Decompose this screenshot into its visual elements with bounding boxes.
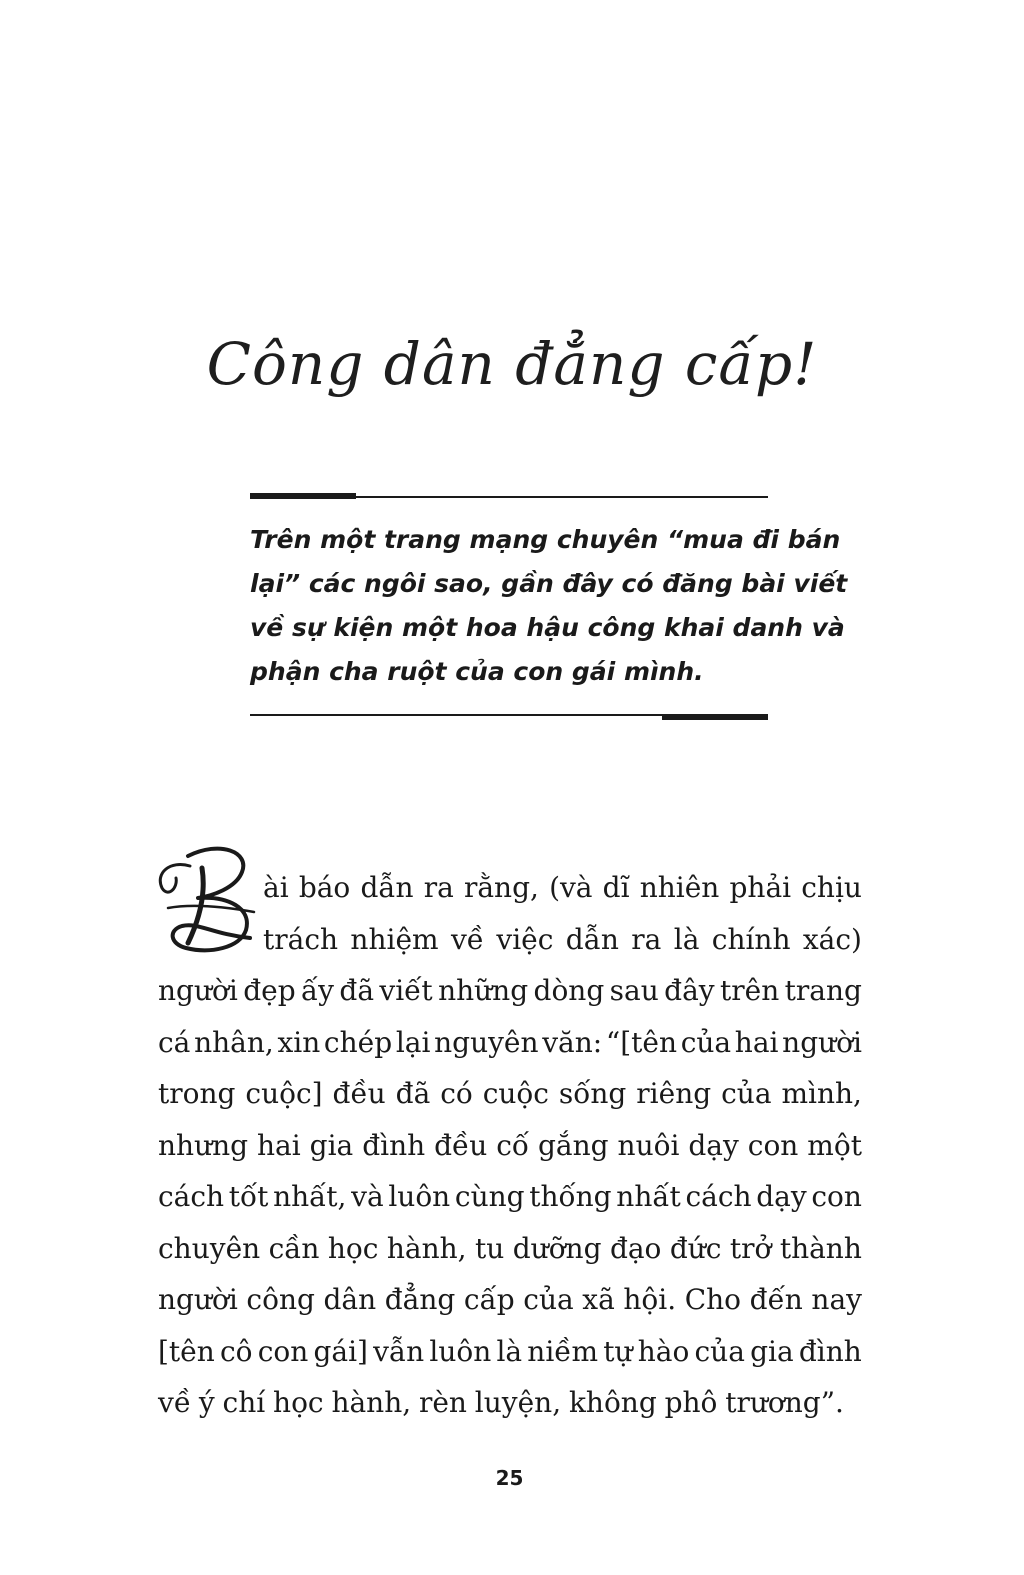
body-word: hành,: [331, 1386, 412, 1419]
body-word: con: [257, 1334, 309, 1368]
body-word: là: [673, 922, 700, 956]
body-word: luôn: [388, 1180, 451, 1213]
page-number: 25: [495, 1466, 524, 1490]
body-word: [tên: [158, 1334, 215, 1368]
body-word: hành,: [386, 1231, 467, 1265]
body-word: nay: [811, 1283, 862, 1316]
rule-bottom-accent: [662, 714, 768, 720]
body-word: hào: [637, 1334, 690, 1368]
body-word: đều: [434, 1128, 488, 1162]
body-word: tu: [475, 1231, 505, 1265]
body-word: văn:: [542, 1025, 603, 1059]
body-word: của: [523, 1283, 574, 1316]
body-word: nhất: [616, 1180, 681, 1213]
body-word: luôn: [429, 1334, 492, 1368]
body-word: con: [811, 1180, 862, 1213]
body-word: nhiệm: [350, 922, 439, 956]
body-word: lại: [395, 1025, 431, 1059]
body-word: chép: [323, 1025, 393, 1059]
body-word: ra: [631, 922, 662, 956]
body-word: trong: [158, 1077, 236, 1110]
body-word: dẫn: [360, 871, 414, 904]
body-word: là: [496, 1334, 523, 1368]
body-word: cấp: [463, 1283, 515, 1316]
intro-block: [250, 518, 848, 694]
body-word: gia: [309, 1128, 354, 1162]
body-word: gái]: [313, 1334, 368, 1368]
body-word: báo: [298, 871, 351, 904]
body-word: và: [351, 1180, 384, 1213]
body-word: ấy: [301, 974, 334, 1007]
body-line: [158, 1274, 862, 1326]
body-word: viết: [379, 974, 433, 1007]
body-word: thống: [529, 1180, 612, 1213]
body-word: của: [694, 1334, 745, 1368]
body-word: dẫn: [565, 922, 619, 956]
chapter-title: Công dân đẳng cấp!: [206, 330, 818, 398]
body-word: đẳng: [384, 1283, 456, 1316]
body-word: dòng: [533, 974, 605, 1007]
body-word: về: [158, 1386, 192, 1419]
body-word: (và: [549, 871, 593, 904]
body-word: đây: [664, 974, 715, 1007]
body-word: ra: [423, 871, 454, 904]
intro-line: về sự kiện một hoa hậu công khai danh và: [250, 613, 845, 642]
body-word: nuôi: [617, 1128, 680, 1162]
body-word: cô: [219, 1334, 253, 1368]
body-word: về: [450, 922, 484, 956]
body-line: [158, 1068, 862, 1120]
body-word: ý: [198, 1386, 215, 1419]
body-word: chuyên: [158, 1231, 261, 1265]
body-line: [158, 1017, 862, 1069]
body-line: [158, 1120, 862, 1172]
body-line: [158, 1377, 862, 1429]
rule-top-accent: [250, 493, 356, 499]
body-word: trên: [719, 974, 780, 1007]
body-word: cố: [496, 1128, 530, 1162]
body-word: xã: [582, 1283, 615, 1316]
body-word: sống: [558, 1077, 627, 1110]
body-word: con: [747, 1128, 799, 1162]
body-word: xác): [802, 922, 862, 956]
body-word: của: [680, 1025, 732, 1059]
body-word: trở: [729, 1231, 772, 1265]
body-word: hai: [257, 1128, 301, 1162]
intro-line: lại” các ngôi sao, gần đây có đăng bài viết: [250, 569, 848, 598]
body-word: xin: [277, 1025, 321, 1059]
body-word: dạy: [756, 1180, 807, 1213]
body-word: người: [158, 1283, 238, 1316]
body-word: nhiên: [639, 871, 720, 904]
body-word: rèn: [418, 1386, 467, 1419]
body-word: những: [438, 974, 529, 1007]
body-word: dân: [323, 1283, 377, 1316]
body-text: [158, 862, 862, 1429]
body-word: chính: [711, 922, 791, 956]
body-word: nhân,: [194, 1025, 274, 1059]
body-word: cuộc: [482, 1077, 549, 1110]
body-word: cuộc]: [245, 1077, 323, 1110]
body-word: trương”.: [725, 1386, 844, 1419]
body-word: người: [782, 1025, 862, 1059]
body-word: người: [158, 974, 238, 1007]
intro-line: phận cha ruột của con gái mình.: [250, 657, 704, 686]
body-word: đã: [339, 974, 375, 1007]
body-word: sau: [609, 974, 659, 1007]
body-word: đến: [749, 1283, 803, 1316]
body-word: công: [246, 1283, 315, 1316]
body-word: cách: [158, 1180, 225, 1213]
body-word: đức: [669, 1231, 722, 1265]
body-word: phải: [729, 871, 792, 904]
body-word: một: [807, 1128, 862, 1162]
body-word: thành: [779, 1231, 862, 1265]
body-word: rằng,: [463, 871, 539, 904]
body-word: của: [721, 1077, 772, 1110]
body-word: cách: [685, 1180, 752, 1213]
body-word: đạo: [609, 1231, 662, 1265]
body-word: riêng: [636, 1077, 712, 1110]
body-word: đẹp: [243, 974, 296, 1007]
body-word: đều: [332, 1077, 386, 1110]
body-word: gia: [750, 1334, 794, 1368]
body-word: “[tên: [605, 1025, 677, 1059]
body-word: Cho: [684, 1283, 742, 1316]
body-word: gắng: [538, 1128, 609, 1162]
body-word: ài: [263, 871, 289, 904]
body-word: luyện,: [474, 1386, 562, 1419]
body-word: phô: [664, 1386, 718, 1419]
body-word: chí: [222, 1386, 266, 1419]
body-word: cùng: [454, 1180, 525, 1213]
body-word: đình: [798, 1334, 862, 1368]
body-word: việc: [496, 922, 554, 956]
body-line: [263, 862, 862, 914]
body-line: [158, 1171, 862, 1223]
body-word: cần: [268, 1231, 320, 1265]
body-line: [158, 1326, 862, 1378]
body-line: [263, 914, 862, 966]
intro-line: Trên một trang mạng chuyên “mua đi bán: [250, 525, 841, 554]
body-word: đã: [395, 1077, 431, 1110]
body-word: tự: [603, 1334, 633, 1368]
body-word: chịu: [801, 871, 862, 904]
body-word: dưỡng: [512, 1231, 602, 1265]
body-word: nguyên: [434, 1025, 539, 1059]
body-word: học: [327, 1231, 379, 1265]
body-word: hội.: [623, 1283, 677, 1316]
body-word: trang: [784, 974, 862, 1007]
body-word: hai: [734, 1025, 779, 1059]
body-line: [158, 965, 862, 1017]
body-word: dạy: [688, 1128, 739, 1162]
body-word: niềm: [527, 1334, 599, 1368]
body-word: không: [568, 1386, 657, 1419]
body-word: tốt: [228, 1180, 269, 1213]
body-word: dĩ: [602, 871, 630, 904]
body-word: nhất,: [273, 1180, 347, 1213]
body-word: trách: [263, 922, 339, 956]
body-word: cá: [158, 1025, 191, 1059]
body-word: học: [273, 1386, 324, 1419]
body-line: [158, 1223, 862, 1275]
body-word: đình: [362, 1128, 426, 1162]
body-word: mình,: [781, 1077, 862, 1110]
body-word: có: [440, 1077, 473, 1110]
body-word: nhưng: [158, 1128, 249, 1162]
body-word: vẫn: [373, 1334, 425, 1368]
